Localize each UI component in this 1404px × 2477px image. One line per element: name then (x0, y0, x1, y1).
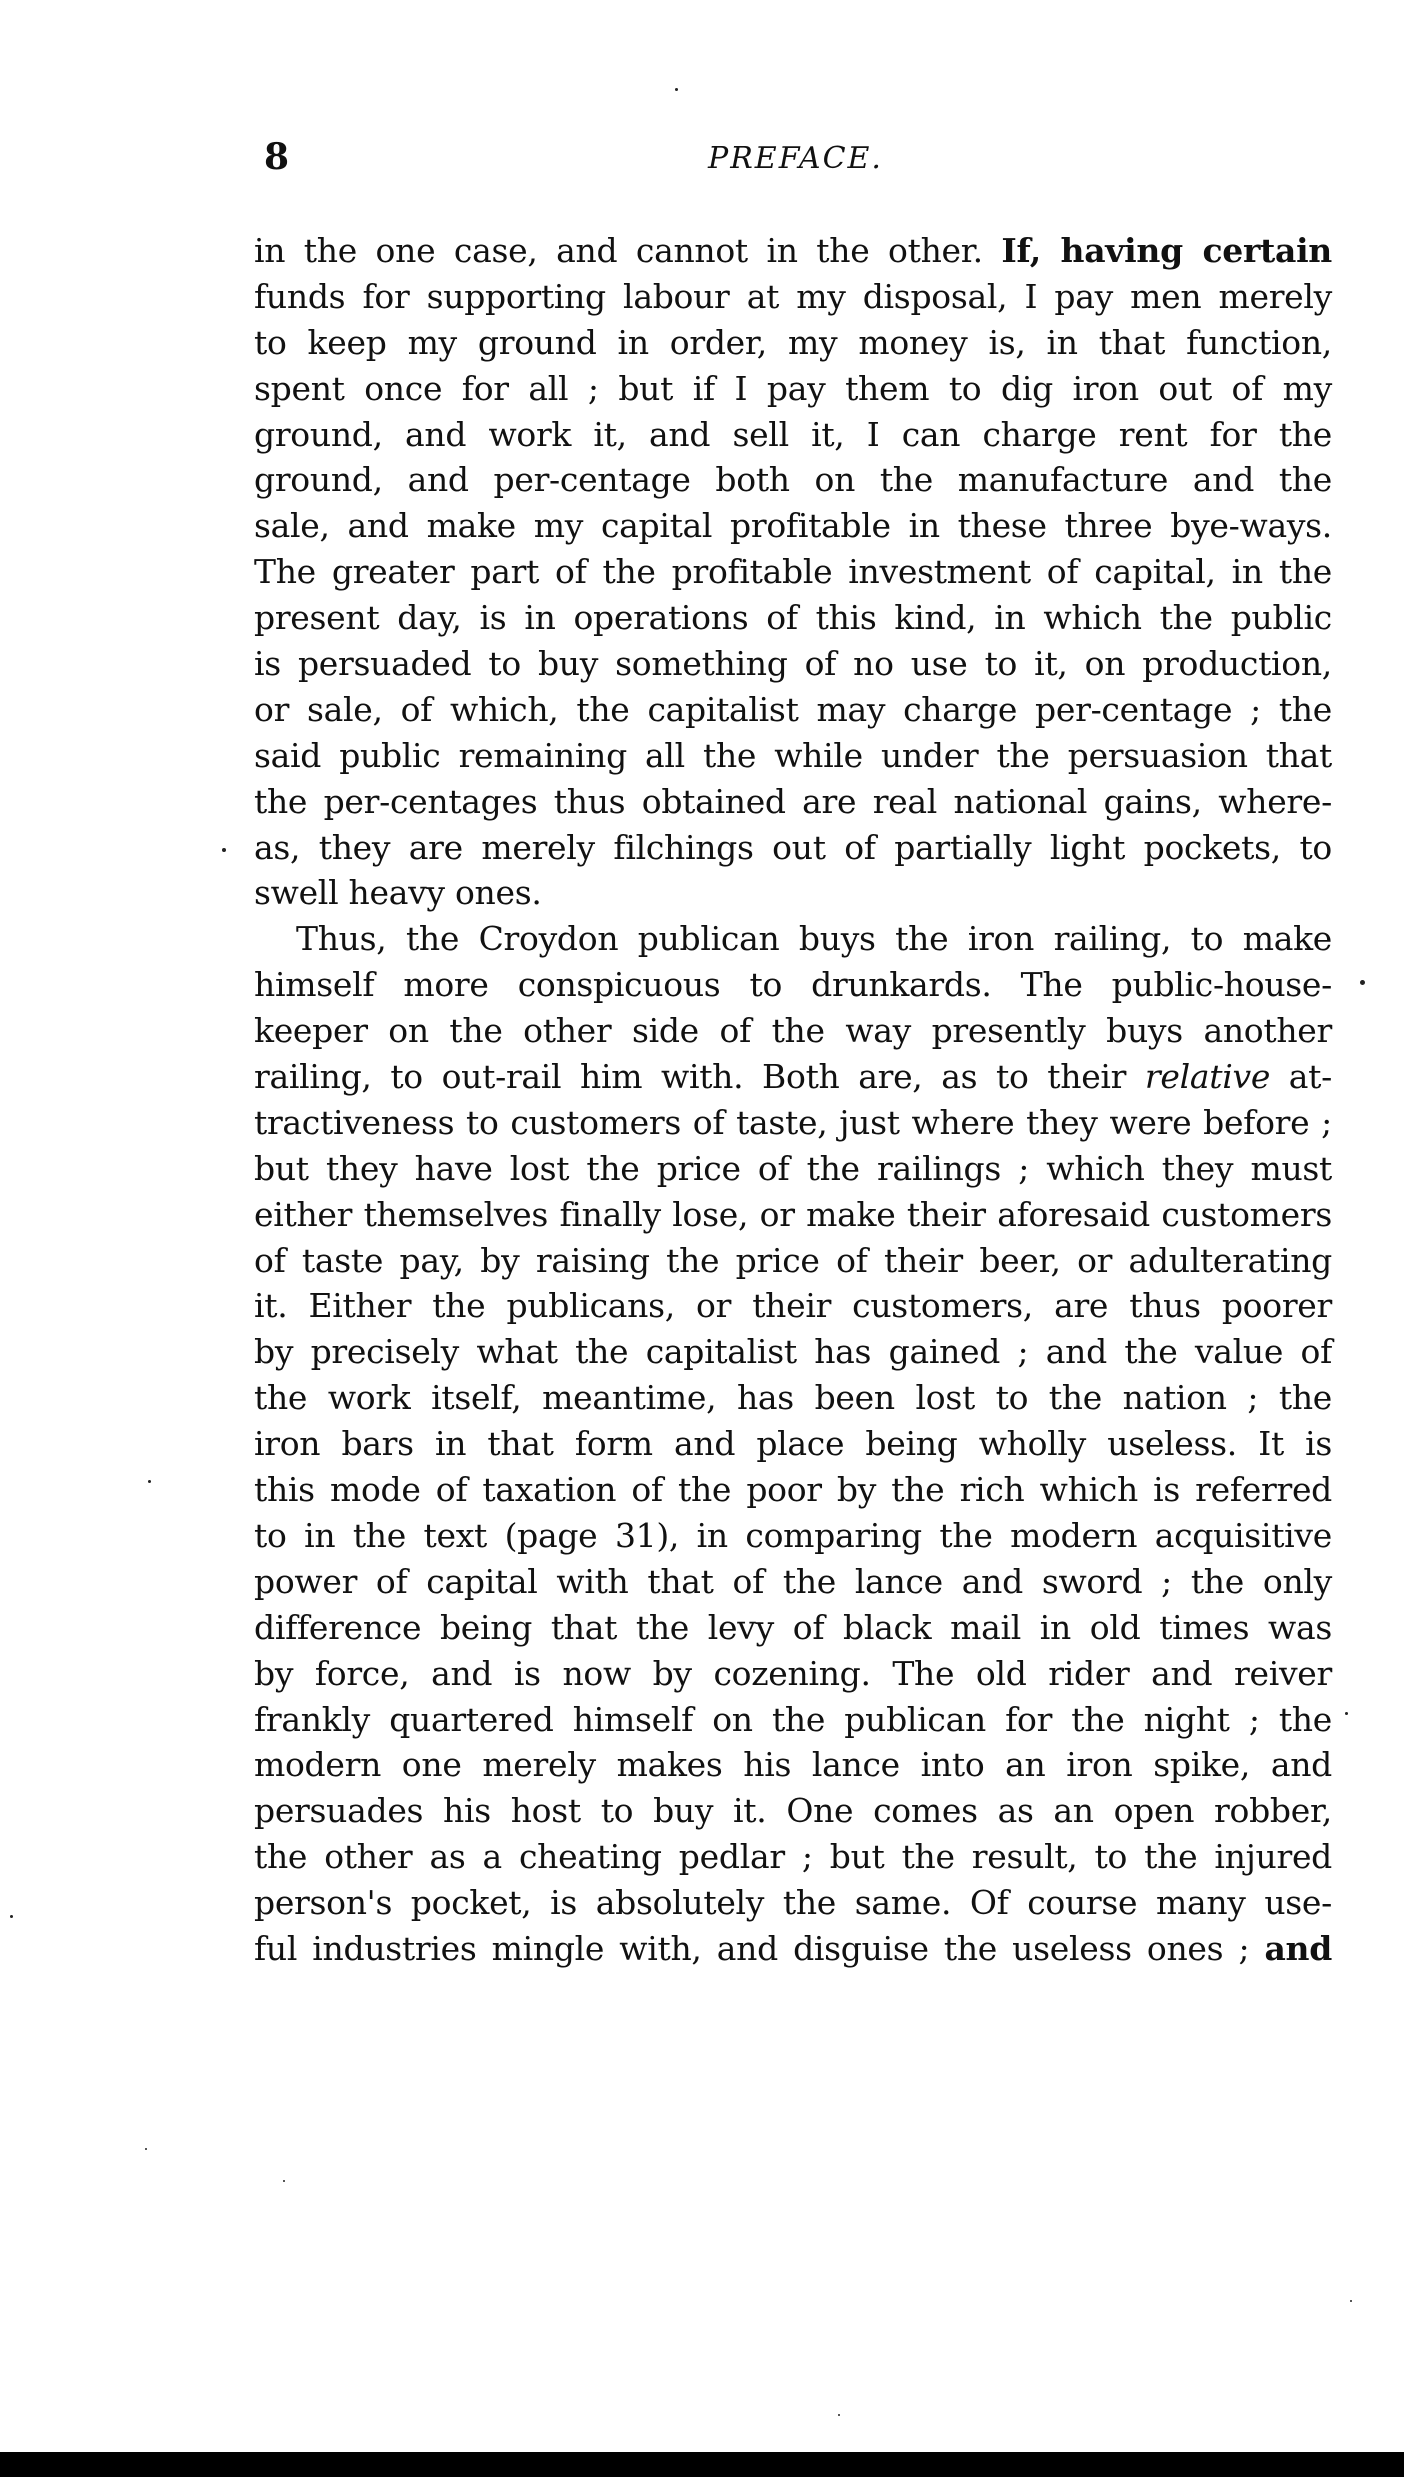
text-line (254, 1008, 1332, 1054)
text-line (254, 1375, 1332, 1421)
line-text: but they have lost the price of the railings ; which they must (254, 1148, 1332, 1188)
line-text: the work itself, meantime, has been lost to the nation ; the (254, 1378, 1332, 1418)
text-line (254, 1651, 1332, 1697)
running-head (258, 132, 1333, 182)
text-line (254, 825, 1332, 871)
line-text: the per-centages thus obtained are real national gains, where- (254, 781, 1332, 821)
line-text: as, they are merely filchings out of partially light pockets, to (254, 827, 1332, 867)
text-line (254, 916, 1332, 962)
text-line (254, 1788, 1332, 1834)
text-line (254, 412, 1332, 458)
line-text: difference being that the levy of black mail in old times was (254, 1607, 1332, 1647)
line-text: person's pocket, is absolutely the same. Of course many use- (254, 1883, 1332, 1923)
line-text: The greater part of the profitable investment of capital, in the (254, 552, 1332, 592)
line-text: either themselves finally lose, or make their aforesaid customers (254, 1194, 1332, 1234)
text-line (254, 1329, 1332, 1375)
line-text: himself more conspicuous to drunkards. The public-house- (254, 965, 1332, 1005)
margin-speck (1360, 980, 1365, 985)
body-text (254, 228, 1332, 1972)
text-line (254, 1742, 1332, 1788)
text-line (254, 1926, 1332, 1972)
line-text: or sale, of which, the capitalist may charge per-centage ; the (254, 689, 1332, 729)
text-line (254, 1283, 1332, 1329)
line-text: funds for supporting labour at my disposal, I pay men merely (254, 276, 1332, 316)
text-line (254, 549, 1332, 595)
text-line (254, 687, 1332, 733)
text-line (254, 503, 1332, 549)
line-text: swell heavy ones. (254, 873, 542, 913)
text-line (254, 1467, 1332, 1513)
line-text: tractiveness to customers of taste, just where they were before ; (254, 1102, 1332, 1142)
text-line (254, 870, 1332, 916)
margin-speck (145, 2148, 147, 2150)
text-line (254, 320, 1332, 366)
margin-speck (10, 1915, 13, 1918)
line-text: spent once for all ; but if I pay them to dig iron out of my (254, 368, 1332, 408)
line-text: ground, and per-centage both on the manufacture and the (254, 460, 1332, 500)
text-line (254, 962, 1332, 1008)
text-line (254, 457, 1332, 503)
line-text: sale, and make my capital profitable in these three bye-ways. (254, 506, 1332, 546)
running-title: PREFACE. (708, 141, 883, 176)
line-text: at- (1270, 1057, 1332, 1097)
margin-speck (675, 88, 678, 91)
margin-speck (1345, 1712, 1348, 1715)
margin-speck (283, 2180, 285, 2182)
text-line (254, 641, 1332, 687)
italic-emphasis: relative (1144, 1057, 1271, 1097)
line-text: present day, is in operations of this kind, in which the public (254, 598, 1332, 638)
text-line (254, 595, 1332, 641)
text-line (254, 228, 1332, 274)
line-text: said public remaining all the while under the persuasion that (254, 735, 1332, 775)
text-line (254, 1559, 1332, 1605)
margin-speck (1350, 2300, 1352, 2302)
text-line (254, 366, 1332, 412)
line-text: persuades his host to buy it. One comes as an open robber, (254, 1791, 1332, 1831)
page-number: 8 (264, 136, 290, 178)
line-text: ground, and work it, and sell it, I can charge rent for the (254, 414, 1332, 454)
text-line (254, 1054, 1332, 1100)
line-text: ful industries mingle with, and disguise the useless ones ; (254, 1928, 1265, 1968)
text-line (254, 1100, 1332, 1146)
margin-speck (222, 848, 226, 852)
line-text: iron bars in that form and place being wholly useless. It is (254, 1424, 1332, 1464)
line-text: is persuaded to buy something of no use to it, on production, (254, 644, 1332, 684)
line-text: power of capital with that of the lance and sword ; the only (254, 1561, 1332, 1601)
line-text: it. Either the publicans, or their customers, are thus poorer (254, 1286, 1332, 1326)
text-line (254, 1238, 1332, 1284)
text-line (254, 1146, 1332, 1192)
line-text: to in the text (page 31), in comparing the modern acquisitive (254, 1515, 1332, 1555)
text-line (254, 1697, 1332, 1743)
text-line (254, 733, 1332, 779)
margin-speck (148, 1480, 151, 1483)
line-text: the other as a cheating pedlar ; but the result, to the injured (254, 1837, 1332, 1877)
line-text: of taste pay, by raising the price of their beer, or adulterating (254, 1240, 1332, 1280)
line-text: keeper on the other side of the way presently buys another (254, 1011, 1332, 1051)
text-line (254, 274, 1332, 320)
line-text: by force, and is now by cozening. The old rider and reiver (254, 1653, 1332, 1693)
text-line (254, 1880, 1332, 1926)
line-text: railing, to out-rail him with. Both are, as to their (254, 1057, 1145, 1097)
margin-speck (838, 2414, 840, 2416)
line-text: frankly quartered himself on the publican for the night ; the (254, 1699, 1332, 1739)
line-text: this mode of taxation of the poor by the rich which is referred (254, 1470, 1332, 1510)
line-text: by precisely what the capitalist has gained ; and the value of (254, 1332, 1332, 1372)
text-line (254, 1834, 1332, 1880)
text-line (254, 779, 1332, 825)
scan-edge-bar (0, 2452, 1404, 2477)
bold-text: If, having certain (1001, 231, 1332, 270)
text-line (254, 1513, 1332, 1559)
text-line (254, 1605, 1332, 1651)
line-text: modern one merely makes his lance into an iron spike, and (254, 1745, 1332, 1785)
bold-text: and (1264, 1928, 1332, 1968)
line-text: in the one case, and cannot in the other. (254, 231, 1002, 270)
text-line (254, 1421, 1332, 1467)
text-line (254, 1192, 1332, 1238)
line-text: to keep my ground in order, my money is, in that function, (254, 322, 1332, 362)
line-text: Thus, the Croydon publican buys the iron railing, to make (296, 919, 1332, 959)
